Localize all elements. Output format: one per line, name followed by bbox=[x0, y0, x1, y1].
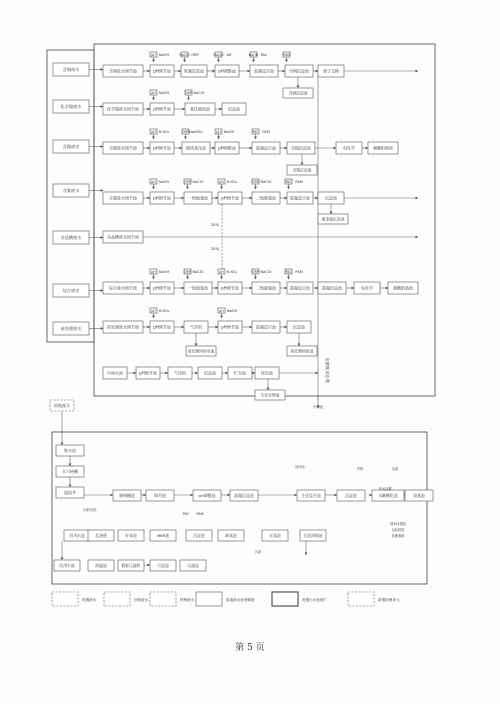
row6-step-3-label: 二级破氰池 bbox=[256, 285, 276, 291]
row1-step-3-label: 混凝反应池 bbox=[254, 68, 274, 74]
row7-step-0-label: pH调节池 bbox=[153, 324, 171, 330]
row6-reagent-2-chem: H₂SO₄ bbox=[226, 270, 238, 274]
row7-reagent-0-chem: H₂SO₄ bbox=[158, 309, 170, 313]
row3-step-1-label: 破络氧化池 bbox=[186, 145, 206, 151]
row7-collect-label: 前处理废水调节池 bbox=[107, 324, 139, 330]
row6-reagent-1-probe-label: ORP bbox=[184, 270, 191, 275]
row4-reagent-3-probe-label: ORP bbox=[252, 180, 259, 185]
row3-reagent-3-chem: PAM bbox=[262, 130, 270, 134]
row4-reagent-0-probe-label: pH bbox=[151, 180, 156, 185]
row6-step-6-label: 电化学 bbox=[361, 285, 373, 291]
source-1-label: 化学镍废水 bbox=[60, 104, 82, 110]
source-6-label: 前处理废水 bbox=[60, 326, 82, 332]
row1-reagent-0-chem: NaOH bbox=[158, 53, 170, 57]
row4-reagent-0-chem: NaOH bbox=[158, 180, 170, 184]
row6-step-4-label: 混凝反应池 bbox=[290, 285, 310, 291]
row4-reagent-1-chem: NaClO bbox=[192, 180, 204, 184]
row3-step-5-label: 电化学 bbox=[343, 145, 355, 151]
row2-reagent-1-probe-label: ORP bbox=[185, 91, 192, 96]
row7-step-4-label: 沉淀池 bbox=[293, 324, 305, 330]
legend-label-0: 电镀废水 bbox=[82, 598, 97, 602]
lower-top-7-label: 臭氧池 bbox=[413, 493, 425, 499]
row2-collect-label: 化学镍废水调节池 bbox=[107, 106, 139, 112]
row5-collect-label: 杂品槽废水调节池 bbox=[107, 234, 139, 240]
row3-reagent-3-probe-label: PAC bbox=[252, 130, 259, 135]
source-4-label: 杂品槽废水 bbox=[60, 235, 82, 241]
row1-reagent-4-probe-label: PAM bbox=[283, 53, 290, 58]
lower-bot-0-label: 回用水池 bbox=[59, 563, 75, 569]
lower-note-0: 纳米或超滤 bbox=[390, 522, 406, 526]
row1-reagent-2-probe-label: NaClO bbox=[213, 53, 224, 58]
row3-reagent-2-probe-label: pH bbox=[216, 130, 221, 135]
vertical-label: 电镀废水处理 bbox=[325, 357, 330, 383]
source-5-label: 综合废水 bbox=[62, 288, 80, 294]
lower-tag-3: 污泥 bbox=[254, 550, 262, 554]
row6-step-1-label: 一级破氰池 bbox=[188, 285, 208, 291]
row8-step-3-label: 沉淀池 bbox=[204, 370, 216, 376]
legend-label-5: 新增处理单元 bbox=[378, 598, 400, 602]
row6-step-2-label: pH调节池 bbox=[221, 285, 239, 291]
row7-step-2-label: pH调节池 bbox=[221, 324, 239, 330]
row3-step-3-label: 混凝反应池 bbox=[256, 145, 276, 151]
row3-reagent-1-probe-label: ORP bbox=[182, 130, 189, 135]
lower-top-0-label: 细格栅池 bbox=[119, 493, 135, 499]
lower-bot-1-label: 纳滤池 bbox=[95, 563, 107, 569]
row6-reagent-0-probe-label: pH bbox=[151, 270, 156, 275]
lower-source-label: 原地废水 bbox=[54, 403, 70, 409]
row2-reagent-1-chem: NaClO bbox=[193, 91, 205, 95]
row6-reagent-3-chem: NaClO bbox=[260, 270, 272, 274]
lower-left-2-label: 水力格栅 bbox=[62, 469, 78, 475]
row3-sub-label: 含镍沉淀池 bbox=[292, 167, 312, 173]
row3-reagent-1-chem: NaHSO₃ bbox=[189, 130, 203, 134]
row1-reagent-3-chem: PAC bbox=[260, 53, 268, 57]
row4-step-2-label: pH调节池 bbox=[221, 195, 239, 201]
row1-step-1-label: 絮凝沉淀池 bbox=[184, 68, 204, 74]
row3-reagent-0-probe-label: pH bbox=[151, 130, 156, 135]
row6-reagent-1-chem: NaClO bbox=[192, 270, 204, 274]
lower-left-1-label: 集水池 bbox=[64, 448, 76, 454]
lower-top-3-label: 混凝沉淀池 bbox=[234, 493, 254, 499]
lower-tag-6: 中间池 bbox=[313, 405, 323, 409]
row4-sub-label: 重金属沉淀池 bbox=[321, 216, 345, 222]
row4-reagent-4-probe-label: PAC bbox=[285, 180, 292, 185]
row6-reagent-3-probe-label: ORP bbox=[252, 270, 259, 275]
lower-tag-2: PAM bbox=[196, 512, 204, 516]
lower-top-5-label: 沉淀池 bbox=[345, 493, 357, 499]
row6-collect-label: 综合废水调节池 bbox=[109, 285, 137, 291]
row2-step-0-label: pH调节池 bbox=[153, 106, 171, 112]
row3-step-6-label: 强酸阳离池 bbox=[373, 145, 393, 151]
legend-swatch-4-box bbox=[272, 592, 298, 606]
row4-reagent-2-probe-label: pH bbox=[219, 180, 224, 185]
row7-sub1-label: 前处理回用水池 bbox=[187, 348, 215, 354]
row7-reagent-1-chem: NaOH bbox=[226, 309, 238, 313]
row6-step-0-label: pH调节池 bbox=[153, 285, 171, 291]
row4-step-0-label: pH调节池 bbox=[153, 195, 171, 201]
lower-bot-2-label: 板框压滤机 bbox=[121, 563, 141, 569]
row1-step-0-label: pH调节池 bbox=[153, 68, 171, 74]
lower-mid-3-label: MBR池 bbox=[156, 533, 170, 539]
lower-left-3-label: 溢流井 bbox=[64, 490, 76, 496]
lower-tag-4: 外运处置 bbox=[378, 487, 392, 491]
row1-reagent-3-probe-label: NaOH bbox=[248, 53, 259, 58]
row1-reagent-0-probe-label: pH bbox=[151, 53, 156, 58]
lower-mid-6-label: 厌氧池 bbox=[269, 533, 281, 539]
row3-collect-label: 含镍废水调节池 bbox=[109, 145, 137, 151]
row4-collect-label: 含氰废水调节池 bbox=[109, 195, 137, 201]
legend-swatch-2-box bbox=[150, 592, 176, 606]
lower-tag-1: PAC bbox=[182, 512, 190, 516]
ratio-label-1: 20% bbox=[210, 246, 220, 251]
row4-step-3-label: 二级破氰池 bbox=[256, 195, 276, 201]
ratio-label-2: 20% bbox=[210, 222, 220, 227]
lower-mid-0-label: 回用水池 bbox=[69, 533, 85, 539]
lower-bot-4-label: 压滤池 bbox=[187, 563, 199, 569]
source-0-label: 含铜废水 bbox=[62, 67, 80, 73]
row1-reagent-1-chem: ORP bbox=[191, 53, 199, 57]
legend-swatch-5-box bbox=[348, 592, 374, 606]
legend-label-4: 电镀污水处理厂 bbox=[302, 598, 328, 602]
row3-step-4-label: 含镍沉淀池 bbox=[291, 145, 311, 151]
lower-bot-3-label: 污泥池 bbox=[157, 563, 169, 569]
page-number: 第 5 页 bbox=[235, 643, 265, 653]
lower-tag-0: 回收冲洗 bbox=[83, 508, 97, 512]
lower-mid-2-label: 好氧池 bbox=[125, 533, 137, 539]
row7-step-1-label: 气浮机 bbox=[190, 324, 202, 330]
lower-mid-5-label: 缺氧池 bbox=[225, 533, 237, 539]
row8-step-4-label: 贮存池 bbox=[234, 370, 246, 376]
row4-reagent-1-probe-label: ORP bbox=[184, 180, 191, 185]
row2-step-1-label: 氧化破络池 bbox=[190, 106, 210, 112]
legend-label-2: 特殊废水 bbox=[180, 598, 195, 602]
row7-reagent-1-probe-label: pH bbox=[219, 309, 224, 314]
lower-note-2: 处理系统 bbox=[391, 534, 405, 538]
lower-top-2-label: pH调整池 bbox=[198, 493, 216, 499]
row4-reagent-2-chem: H₂SO₄ bbox=[226, 180, 238, 184]
row4-step-1-label: 一级破氰池 bbox=[188, 195, 208, 201]
row1-sub-label: 含铜沉淀池 bbox=[288, 90, 308, 96]
row6-reagent-2-probe-label: pH bbox=[219, 270, 224, 275]
lower-note-1: 达标排放 bbox=[391, 528, 405, 532]
row2-reagent-0-chem: NaOH bbox=[158, 91, 170, 95]
row8-step-2-label: 气浮机 bbox=[174, 370, 186, 376]
row1-collect-label: 含铜废水调节池 bbox=[109, 68, 137, 74]
legend-label-3: 原地废水处理系统 bbox=[226, 598, 255, 602]
lower-tag-7: 压滤 bbox=[391, 467, 399, 471]
row6-step-5-label: 混凝沉淀池 bbox=[322, 285, 342, 291]
row8-sub-label: 生化处理池 bbox=[260, 392, 280, 398]
row4-step-4-label: 混凝反应池 bbox=[290, 195, 310, 201]
lower-top-6-label: 水解酸化池 bbox=[378, 493, 398, 499]
row1-step-5-label: 离子交换 bbox=[323, 68, 339, 74]
row6-reagent-0-chem: NaOH bbox=[158, 270, 170, 274]
lower-mid-4-label: 沉淀池 bbox=[193, 533, 205, 539]
legend-swatch-3-box bbox=[196, 592, 222, 606]
row7-step-3-label: 混凝反应池 bbox=[256, 324, 276, 330]
row1-step-2-label: pH调整池 bbox=[218, 68, 236, 74]
row8-step-0-label: 中间水池 bbox=[107, 370, 123, 376]
row3-step-2-label: pH调整池 bbox=[218, 145, 236, 151]
row6-reagent-4-chem: PAM bbox=[295, 270, 303, 274]
row3-reagent-2-chem: NaOH bbox=[223, 130, 235, 134]
row1-step-4-label: 含铜沉淀池 bbox=[289, 68, 309, 74]
lower-mid-7-label: 污泥浓缩池 bbox=[303, 533, 323, 539]
source-3-label: 含氰废水 bbox=[62, 188, 80, 194]
lower-mid-1-label: 反渗透 bbox=[95, 533, 107, 539]
row7-reagent-0-probe-label: pH bbox=[151, 309, 156, 314]
source-2-label: 含镍废水 bbox=[62, 144, 80, 150]
row8-step-1-label: pH调节池 bbox=[139, 370, 157, 376]
row1-reagent-1-probe-label: NaClO bbox=[179, 53, 190, 58]
row1-reagent-2-chem: pH bbox=[226, 53, 232, 57]
row2-reagent-0-probe-label: pH bbox=[151, 91, 156, 96]
legend-swatch-0-box bbox=[52, 592, 78, 606]
row7-sub2-label: 前处理回用池 bbox=[290, 348, 314, 354]
row3-step-0-label: pH调节池 bbox=[153, 145, 171, 151]
row4-step-5-label: 沉淀池 bbox=[325, 195, 337, 201]
legend-swatch-1-box bbox=[104, 592, 130, 606]
upper-system-frame bbox=[94, 44, 435, 396]
legend-label-1: 回收废水 bbox=[134, 598, 149, 602]
lower-top-4-label: 生化反应池 bbox=[301, 493, 321, 499]
lower-tag-5: 回用水 bbox=[295, 465, 305, 469]
lower-top-1-label: 调节池 bbox=[154, 493, 166, 499]
row6-reagent-4-probe-label: PAC bbox=[285, 270, 292, 275]
row8-step-5-label: 终沉池 bbox=[261, 370, 273, 376]
row6-step-7-label: 强酸阳离池 bbox=[393, 285, 413, 291]
lower-tag-8: 外排 bbox=[356, 467, 364, 471]
row4-reagent-3-chem: NaClO bbox=[260, 180, 272, 184]
row3-reagent-0-chem: H₂SO₄ bbox=[158, 130, 170, 134]
row2-step-2-label: 沉淀池 bbox=[228, 106, 240, 112]
row4-reagent-4-chem: PAM bbox=[295, 180, 303, 184]
